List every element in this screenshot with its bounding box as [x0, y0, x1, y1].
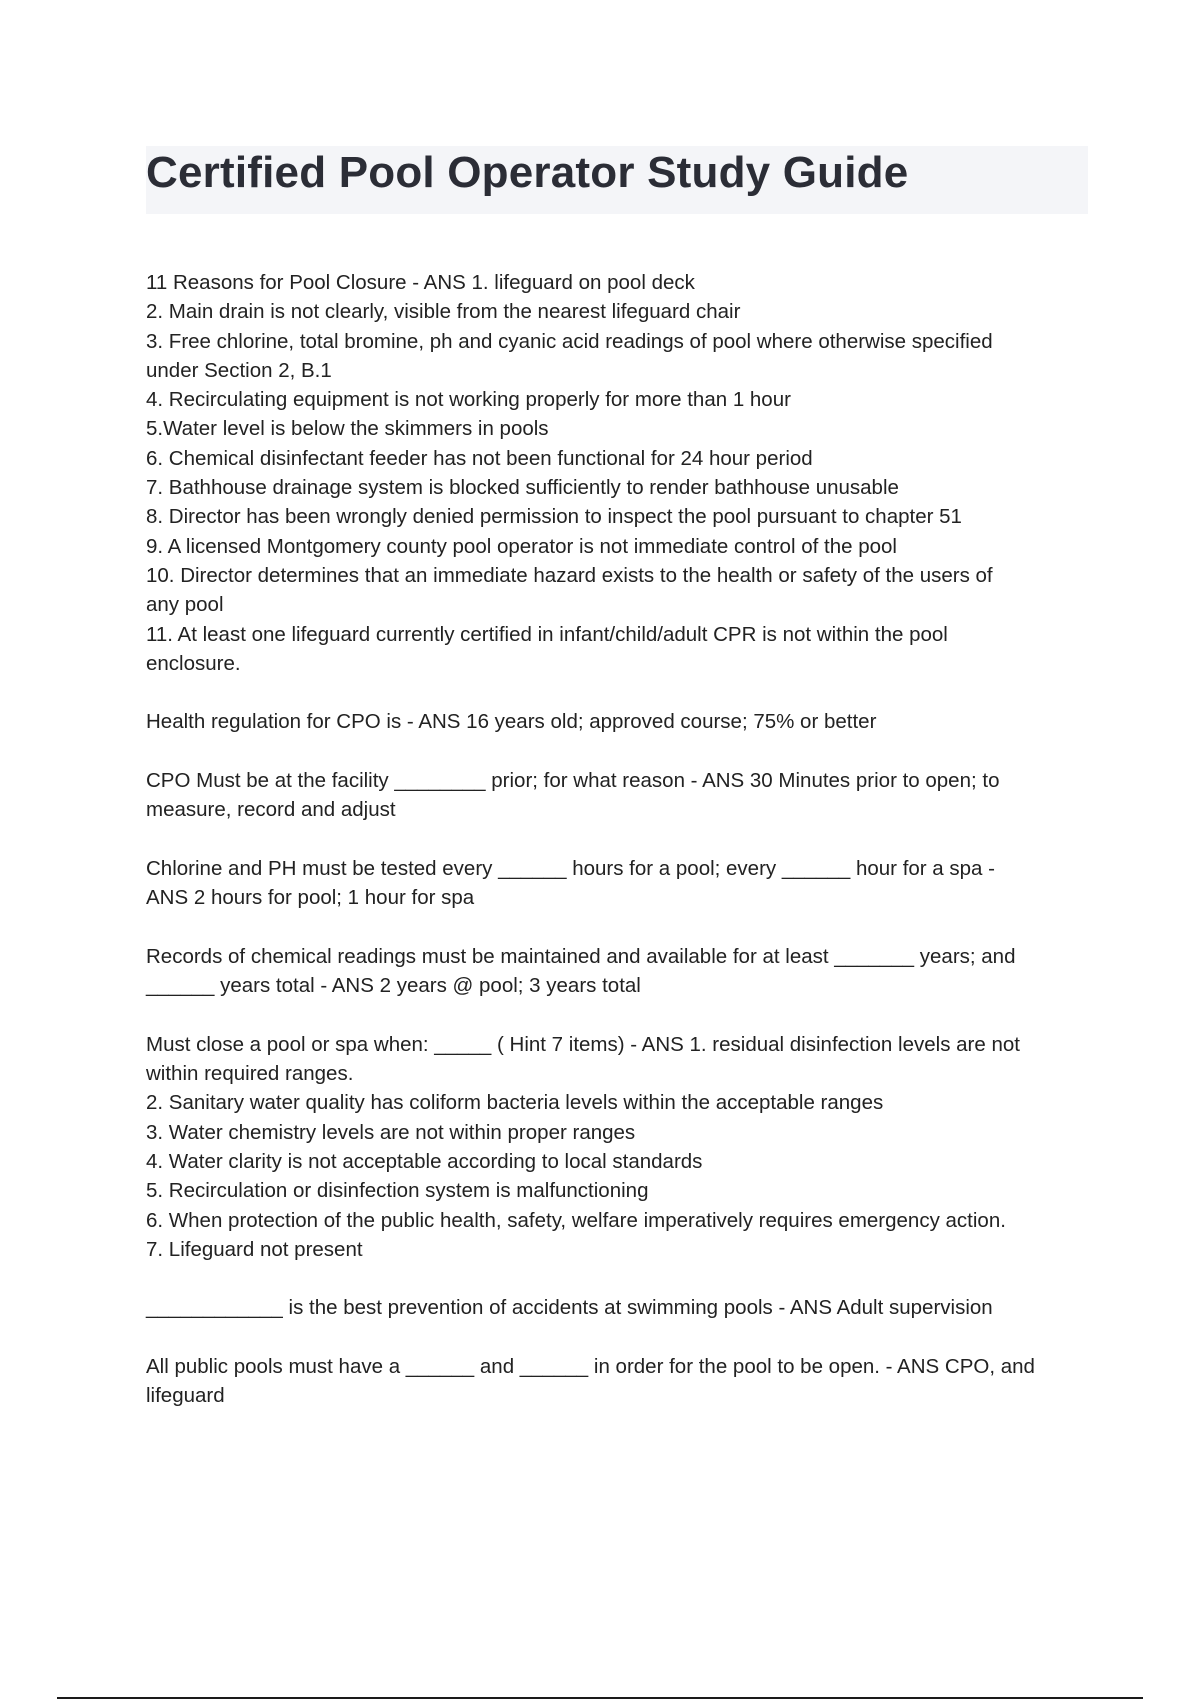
footer-divider [57, 1697, 1143, 1699]
text-line: under Section 2, B.1 [146, 358, 332, 382]
page-title: Certified Pool Operator Study Guide [146, 148, 909, 197]
text-line: 7. Bathhouse drainage system is blocked sufficiently to render bathhouse unusable [146, 476, 899, 500]
text-line: lifeguard [146, 1384, 225, 1408]
text-line: Must close a pool or spa when: _____ ( Hint 7 items) - ANS 1. residual disinfection levels are not [146, 1032, 1020, 1056]
text-line: 2. Sanitary water quality has coliform bacteria levels within the acceptable ranges [146, 1091, 884, 1115]
text-line: 9. A licensed Montgomery county pool operator is not immediate control of the pool [146, 534, 897, 558]
text-line: 3. Water chemistry levels are not within proper ranges [146, 1120, 636, 1144]
study-guide-content [146, 268, 1091, 1440]
text-line: CPO Must be at the facility ________ prior; for what reason - ANS 30 Minutes prior to open; to [146, 769, 1000, 793]
text-line: 11 Reasons for Pool Closure - ANS 1. lifeguard on pool deck [146, 271, 695, 294]
text-line: ____________ is the best prevention of accidents at swimming pools - ANS Adult supervision [146, 1296, 993, 1320]
qa-block [146, 268, 1091, 678]
text-line: ANS 2 hours for pool; 1 hour for spa [146, 886, 475, 910]
text-line: All public pools must have a ______ and ______ in order for the pool to be open. - ANS CPO, and [146, 1354, 1035, 1378]
text-line: Records of chemical readings must be maintained and available for at least _______ years; and [146, 944, 1016, 968]
text-line: within required ranges. [146, 1062, 354, 1086]
text-line: 5. Recirculation or disinfection system is malfunctioning [146, 1179, 649, 1203]
qa-block [146, 1030, 1091, 1264]
qa-block [146, 707, 1091, 736]
text-line: ______ years total - ANS 2 years @ pool; 3 years total [146, 974, 641, 998]
text-line: Health regulation for CPO is - ANS 16 years old; approved course; 75% or better [146, 710, 877, 734]
qa-block [146, 854, 1091, 913]
text-line: 4. Water clarity is not acceptable according to local standards [146, 1149, 703, 1173]
qa-block [146, 766, 1091, 825]
text-line: Chlorine and PH must be tested every ______ hours for a pool; every ______ hour for a spa - [146, 856, 995, 880]
text-line: 2. Main drain is not clearly, visible from the nearest lifeguard chair [146, 300, 741, 324]
text-line: measure, record and adjust [146, 798, 396, 822]
qa-block [146, 942, 1091, 1001]
text-line: 11. At least one lifeguard currently certified in infant/child/adult CPR is not within the pool [146, 622, 948, 646]
text-line: 4. Recirculating equipment is not working properly for more than 1 hour [146, 388, 791, 412]
text-line: enclosure. [146, 651, 241, 675]
text-line: 5.Water level is below the skimmers in pools [146, 417, 549, 441]
text-line: 3. Free chlorine, total bromine, ph and cyanic acid readings of pool where otherwise specified [146, 329, 993, 353]
text-line: 6. Chemical disinfectant feeder has not been functional for 24 hour period [146, 446, 813, 470]
text-line: any pool [146, 593, 224, 617]
qa-block [146, 1293, 1091, 1322]
text-line: 10. Director determines that an immediate hazard exists to the health or safety of the users of [146, 563, 993, 587]
qa-block [146, 1352, 1091, 1411]
text-line: 8. Director has been wrongly denied permission to inspect the pool pursuant to chapter 51 [146, 505, 962, 529]
text-line: 6. When protection of the public health, safety, welfare imperatively requires emergency action. [146, 1208, 1006, 1232]
text-line: 7. Lifeguard not present [146, 1237, 363, 1261]
